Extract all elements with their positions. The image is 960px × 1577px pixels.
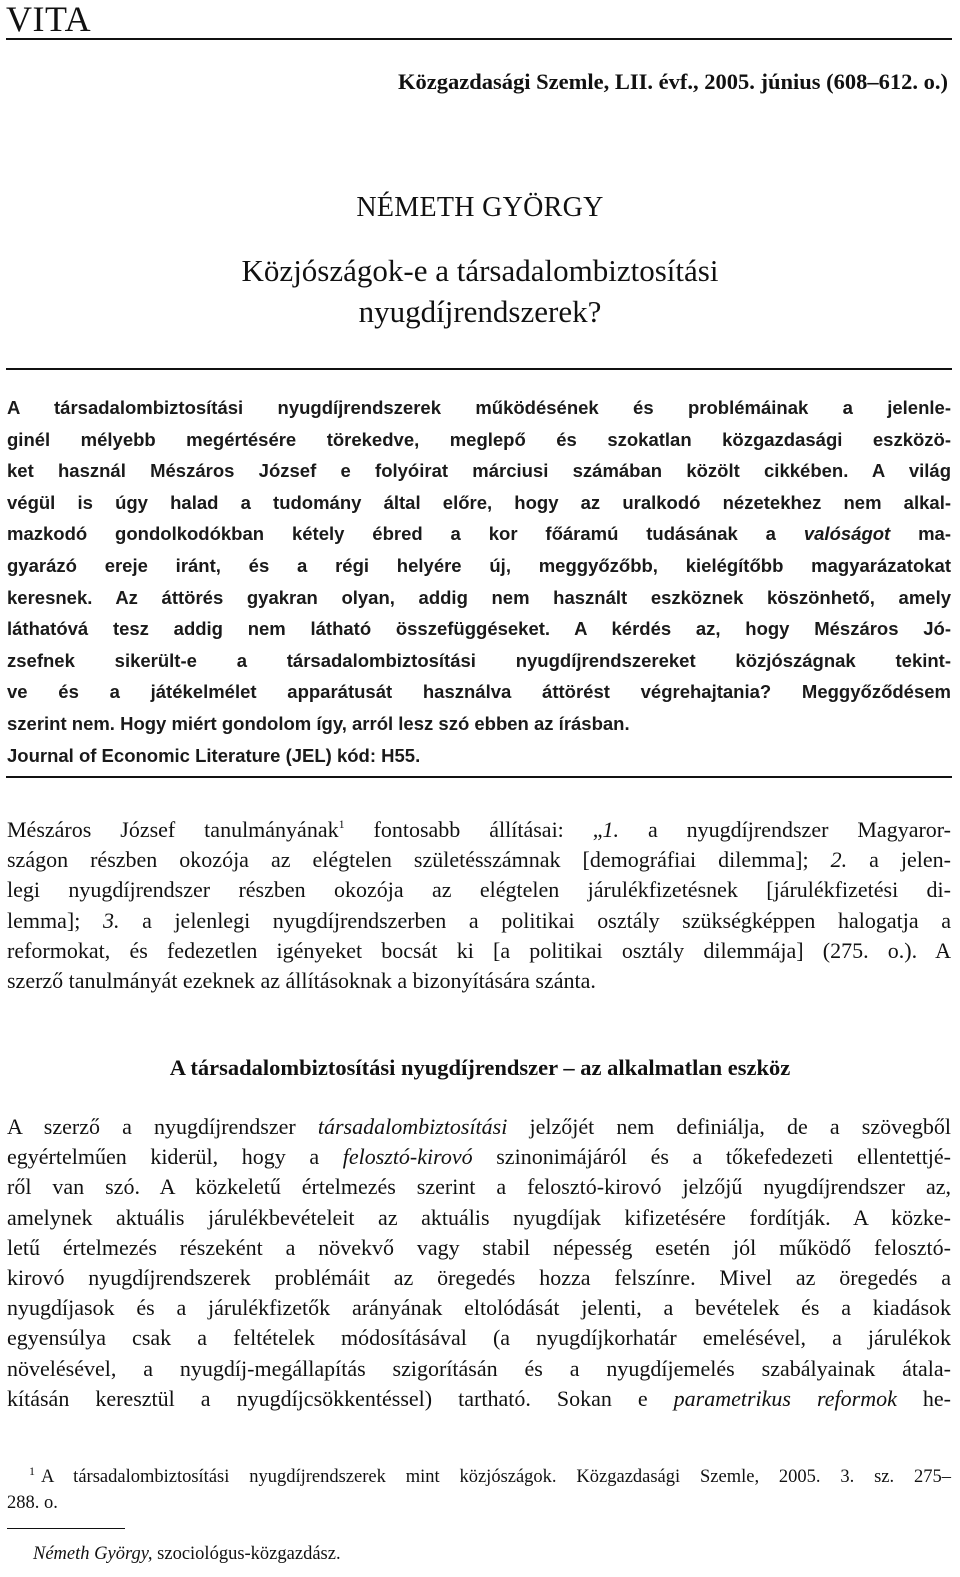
abstract-emphasis: valóságot — [803, 523, 891, 545]
article-author: NÉMETH GYÖRGY — [356, 192, 604, 223]
body-line: növelésével, a nyugdíj-megállapítás szigorításán és a nyugdíjemelés szabályainak átala- — [7, 1355, 951, 1381]
section-heading: A társadalombiztosítási nyugdíjrendszer – az alkalmatlan eszköz — [169, 1055, 791, 1080]
footnote-reference[interactable]: 1 — [338, 817, 345, 831]
journal-citation: Közgazdasági Szemle, LII. évf., 2005. június (608–612. o.) — [398, 69, 948, 94]
abstract-line: gyarázó ereje iránt, és a régi helyére új, meggyőzőbb, kielégítőbb magyarázatokat — [7, 554, 951, 576]
body-text: fontosabb állításai: „ — [373, 817, 603, 842]
author-note-role: szociológus-közgazdász. — [157, 1544, 341, 1564]
body-text: he- — [922, 1385, 951, 1411]
abstract-line: láthatóvá tesz addig nem látható összefüggéseket. A kérdés az, hogy Mészáros Jó- — [7, 618, 951, 640]
emphasis: parametrikus reformok — [673, 1385, 897, 1411]
abstract-line: szerint nem. Hogy miért gondolom így, arról lesz szó ebben az írásban. — [7, 712, 630, 734]
body-text: a nyugdíjrendszer Magyaror- — [647, 817, 951, 842]
body-text: szágon részben okozója az elégtelen születésszámnak [demográfiai dilemma]; — [7, 847, 809, 873]
intro-paragraph — [7, 815, 951, 996]
footnote-mark: 1 — [29, 1464, 35, 1478]
body-line — [7, 1112, 951, 1142]
footnote-line: 288. o. — [7, 1493, 58, 1513]
body-line: ről van szó. A közkeletű értelmezés szerint a felosztó-kirovó jelzőjű nyugdíjrendszer az, — [7, 1174, 951, 1200]
title-line-1: Közjószágok-e a társadalombiztosítási — [241, 253, 719, 288]
list-number: 2. — [830, 847, 848, 873]
jel-code: Journal of Economic Literature (JEL) kód: H55. — [7, 744, 421, 766]
abstract — [7, 392, 951, 771]
body-paragraph — [7, 1112, 951, 1414]
emphasis: felosztó-kirovó — [342, 1144, 473, 1170]
body-text: egyértelműen kiderül, hogy a — [7, 1144, 320, 1170]
body-line: letű értelmezés részeként a növekvő vagy stabil népesség esetén jól működő felosztó- — [7, 1234, 951, 1260]
body-text: jelzőjét nem definiálja, de a szövegből — [529, 1114, 952, 1139]
body-text: szinonimájáról és a tőkefedezeti ellentettjé- — [496, 1144, 952, 1170]
abstract-line: ginél mélyebb megértésére törekedve, meglepő és szokatlan közgazdasági eszközö- — [7, 428, 951, 450]
body-text: a jelen- — [869, 847, 951, 873]
body-line — [7, 906, 951, 936]
abstract-line: A társadalombiztosítási nyugdíjrendszerek működésének és problémáinak a jelenle- — [7, 397, 951, 418]
body-line: szerző tanulmányát ezeknek az állításoknak a bizonyítására szánta. — [7, 968, 596, 994]
body-line — [7, 815, 951, 845]
body-line: legi nyugdíjrendszer részben okozója az elégtelen járulékfizetésnek [járulékfizetési di- — [7, 877, 951, 903]
abstract-bottom-rule — [6, 776, 952, 778]
author-note-name: Németh György, — [33, 1544, 153, 1564]
footnote-line — [7, 1464, 951, 1490]
footnote-text: A társadalombiztosítási nyugdíjrendszerek mint közjószágok. Közgazdasági Szemle, 2005. 3. sz. 275– — [41, 1467, 951, 1487]
footnote-rule — [7, 1528, 125, 1529]
author-note — [33, 1541, 341, 1567]
footnote — [7, 1464, 951, 1516]
body-line — [7, 845, 951, 875]
list-number: 3. — [102, 907, 120, 933]
body-text: kításán keresztül a nyugdíjcsökkentéssel) tartható. Sokan e — [7, 1385, 648, 1411]
body-line — [7, 1142, 951, 1172]
abstract-line: keresnek. Az áttörés gyakran olyan, addig nem használt eszköznek köszönhető, amely — [7, 586, 951, 608]
emphasis: társadalombiztosítási — [317, 1114, 508, 1139]
body-line: kirovó nyugdíjrendszerek problémáit az öregedés hozza felszínre. Mivel az öregedés a — [7, 1265, 951, 1291]
list-number: 1. — [602, 817, 620, 842]
article-title — [0, 250, 960, 332]
abstract-text: mazkodó gondolkodókban kétely ébred a kor főáramú tudásának a — [7, 523, 776, 545]
abstract-line: ket használ Mészáros József e folyóirat márciusi számában közölt cikkében. A világ — [7, 460, 951, 482]
body-line: amelynek aktuális járulékbevételeit az aktuális nyugdíjak kifizetésére fordítják. A közke- — [7, 1204, 951, 1230]
body-line: egyensúlya csak a feltételek módosításával (a nyugdíjkorhatár emelésével, a járulékok — [7, 1325, 951, 1351]
section-label: VITA — [6, 0, 92, 39]
abstract-text: ma- — [918, 523, 952, 545]
body-text: A szerző a nyugdíjrendszer — [7, 1114, 296, 1139]
title-line-2: nyugdíjrendszerek? — [358, 294, 602, 329]
abstract-line: zsefnek sikerült-e a társadalombiztosítási nyugdíjrendszereket közjószágnak tekint- — [7, 649, 951, 671]
abstract-line — [7, 518, 951, 550]
abstract-line: ve és a játékelmélet apparátusát használva áttörést végrehajtania? Meggyőződésem — [7, 681, 951, 703]
body-text: Mészáros József tanulmányának — [7, 817, 339, 842]
body-line — [7, 1384, 951, 1414]
header-rule — [6, 38, 952, 40]
body-text: lemma]; — [7, 907, 81, 933]
body-line: nyugdíjasok és a járulékfizetők arányának eltolódását jelenti, a bevételek és a kiadások — [7, 1295, 951, 1321]
abstract-line: végül is úgy halad a tudomány által előre, hogy az uralkodó nézetekhez nem alkal- — [7, 491, 951, 513]
body-line: reformokat, és fedezetlen igényeket bocsát ki [a politikai osztály dilemmája] (275. o.). A — [7, 937, 951, 963]
body-text: a jelenlegi nyugdíjrendszerben a politikai osztály szükségképpen halogatja a — [142, 907, 952, 933]
abstract-top-rule — [6, 368, 952, 370]
